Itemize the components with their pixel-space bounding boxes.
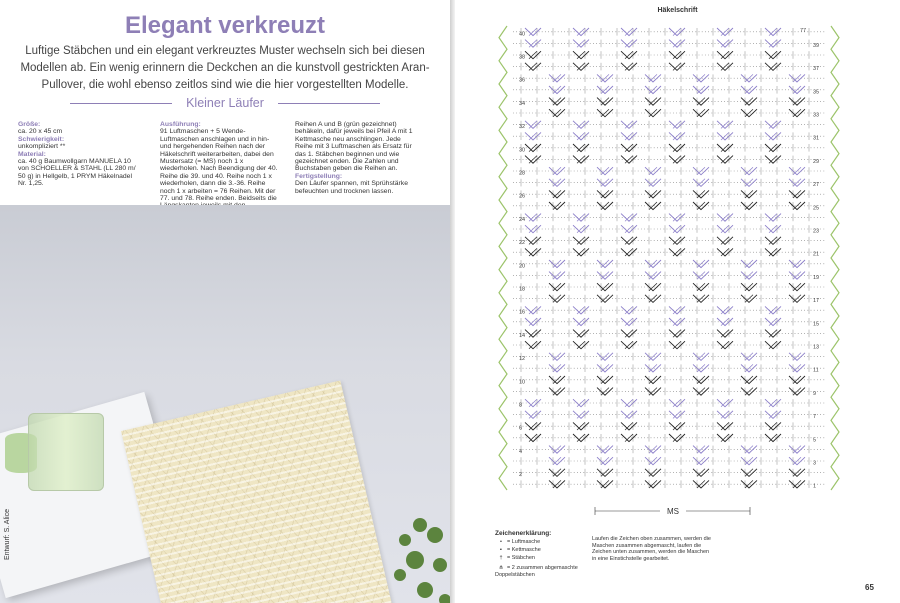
legend-item-chain: • = Luftmasche (495, 539, 540, 546)
info-column-2 (160, 121, 280, 210)
row-label-left: 14 (519, 332, 526, 339)
finish-value: Den Läufer spannen, mit Sprühstärke befeuchten und trocknen lassen. (295, 180, 408, 195)
legend-item-slip: ▪ = Kettmasche (495, 547, 541, 554)
row-label-left: 40 (519, 31, 526, 38)
row-label-left: 16 (519, 309, 526, 316)
legend-title: Zeichenerklärung: (495, 530, 552, 537)
row-label-right: 37 (813, 66, 820, 73)
intro-text: Luftige Stäbchen und ein elegant verkreuztes Muster wechseln sich bei diesen Modellen ab. Ein wenig erinnern die Deckchen an die kunstvoll gestrickten Aran-Pullover, die wohl ebenso zeitlos sind wie die hier vorgestellten Modelle. (20, 45, 430, 91)
row-label-right: 29 (813, 158, 820, 165)
row-label-right: 7 (813, 414, 817, 421)
crochet-chart (495, 18, 865, 518)
row-label-right: 27 (813, 182, 820, 189)
row-label-right: 9 (813, 390, 817, 397)
material-label: Material: (18, 150, 46, 158)
candle-glass (28, 413, 104, 491)
row-label-left: 22 (519, 240, 526, 247)
row-label-right: 23 (813, 228, 820, 235)
row-label-left: 4 (519, 448, 523, 455)
product-photo (0, 205, 450, 603)
page-title: Elegant verkreuzt (124, 12, 326, 39)
execution-label: Ausführung: (160, 121, 201, 128)
row-label-right: 15 (813, 321, 820, 328)
difficulty-label: Schwierigkeit: (18, 135, 65, 143)
row-label-left: 36 (519, 77, 526, 84)
info-column-1 (18, 121, 138, 188)
row-label-right: 31 (813, 135, 820, 142)
row-label-left: 28 (519, 170, 526, 177)
row-label-left: 8 (519, 402, 523, 409)
size-label: Größe: (18, 121, 41, 128)
cluster-icon: ⋔ (498, 565, 504, 571)
chain-icon: • (500, 539, 502, 545)
row-label-left: 34 (519, 100, 526, 107)
row-label-right: 13 (813, 344, 820, 351)
crochet-runner (121, 380, 424, 603)
slip-stitch-icon: ▪ (500, 547, 502, 553)
row-label-top: 77 (800, 27, 807, 34)
execution-text: 91 Luftmaschen + 5 Wende-Luftmaschen anschlagen und in hin- und hergehenden Reihen nach der Häkelschrift weiterarbeiten, dabei den Mustersatz (= MS) noch 1 x wiederholen. Nach Beendigung der 40. Reihe die 39. und 40. Reihe noch 1 x wiederholen, dann die 3.-36. Reihe noch 1 x arbeiten = 76 Reihen. Mit der 77. und 78. Reihe enden. Beidseits die (160, 128, 278, 203)
row-label-left: 2 (519, 472, 523, 479)
page-number: 65 (865, 583, 874, 592)
legend-note: Laufen die Zeichen oben zusammen, werden die Maschen zusammen abgemascht, laufen die Zeichen unten zusammen, werden die Maschen in eine Einstichstelle gearbeitet. (592, 536, 711, 562)
chart-row-labels (519, 28, 819, 490)
plant-leaves (380, 505, 450, 603)
ms-bracket (595, 505, 750, 517)
row-label-left: 6 (519, 425, 523, 432)
size-value: ca. 20 x 45 cm (18, 128, 63, 136)
chart-grid (499, 26, 839, 490)
ms-label: MS (667, 507, 679, 516)
difficulty-value: unkompliziert ** (18, 143, 66, 151)
row-label-left: 38 (519, 54, 526, 61)
row-label-right: 3 (813, 460, 817, 467)
row-label-left: 32 (519, 124, 526, 131)
row-label-right: 21 (813, 251, 820, 258)
legend-item-dc: † = Stäbchen (495, 555, 535, 562)
legend-item-cluster: ⋔ = 2 zusammen abgemaschte Doppelstäbchen (495, 565, 578, 578)
row-label-left: 20 (519, 263, 526, 270)
row-label-right: 11 (813, 367, 819, 374)
row-label-right: 19 (813, 274, 820, 281)
row-label-right: 17 (813, 298, 820, 305)
row-label-left: 30 (519, 147, 526, 154)
row-label-right: 33 (813, 112, 820, 119)
material-value: ca. 40 g Baumwollgarn MANUELA 10 von SCHOELLER & STAHL (LL 280 m/ 50 g) in Hellgelb, 1 PRYM Häkelnadel Nr. 1,25. (18, 158, 136, 188)
row-label-left: 10 (519, 379, 526, 386)
info-column-3 (295, 121, 415, 195)
double-crochet-icon: † (499, 555, 503, 561)
row-label-left: 24 (519, 216, 526, 223)
row-label-right: 5 (813, 437, 817, 444)
subheading: Kleiner Läufer (186, 96, 264, 110)
execution-text-cont: Reihen A und B (grün gezeichnet) behäkeln, dafür jeweils bei Pfeil A mit 1 Kettmasche neu anschlingen. Jede Reihe mit 3 Luftmaschen als Ersatz für das 1. Stäbchen beginnen und wie gezeichnet enden. Die Zahlen und Buchstaben geben die Reihen an. (295, 121, 413, 173)
designer-credit: Entwurf: S. Alice (4, 509, 11, 560)
row-label-left: 12 (519, 356, 526, 363)
chart-title: Häkelschrift (657, 7, 698, 14)
row-label-left: 26 (519, 193, 526, 200)
row-label-left: 18 (519, 286, 526, 293)
finish-label: Fertigstellung: (295, 172, 343, 180)
row-label-right: 39 (813, 42, 820, 49)
row-label-right: 35 (813, 89, 820, 96)
row-label-right: 25 (813, 205, 820, 212)
right-page (455, 0, 900, 603)
row-label-right: 1 (813, 483, 817, 490)
